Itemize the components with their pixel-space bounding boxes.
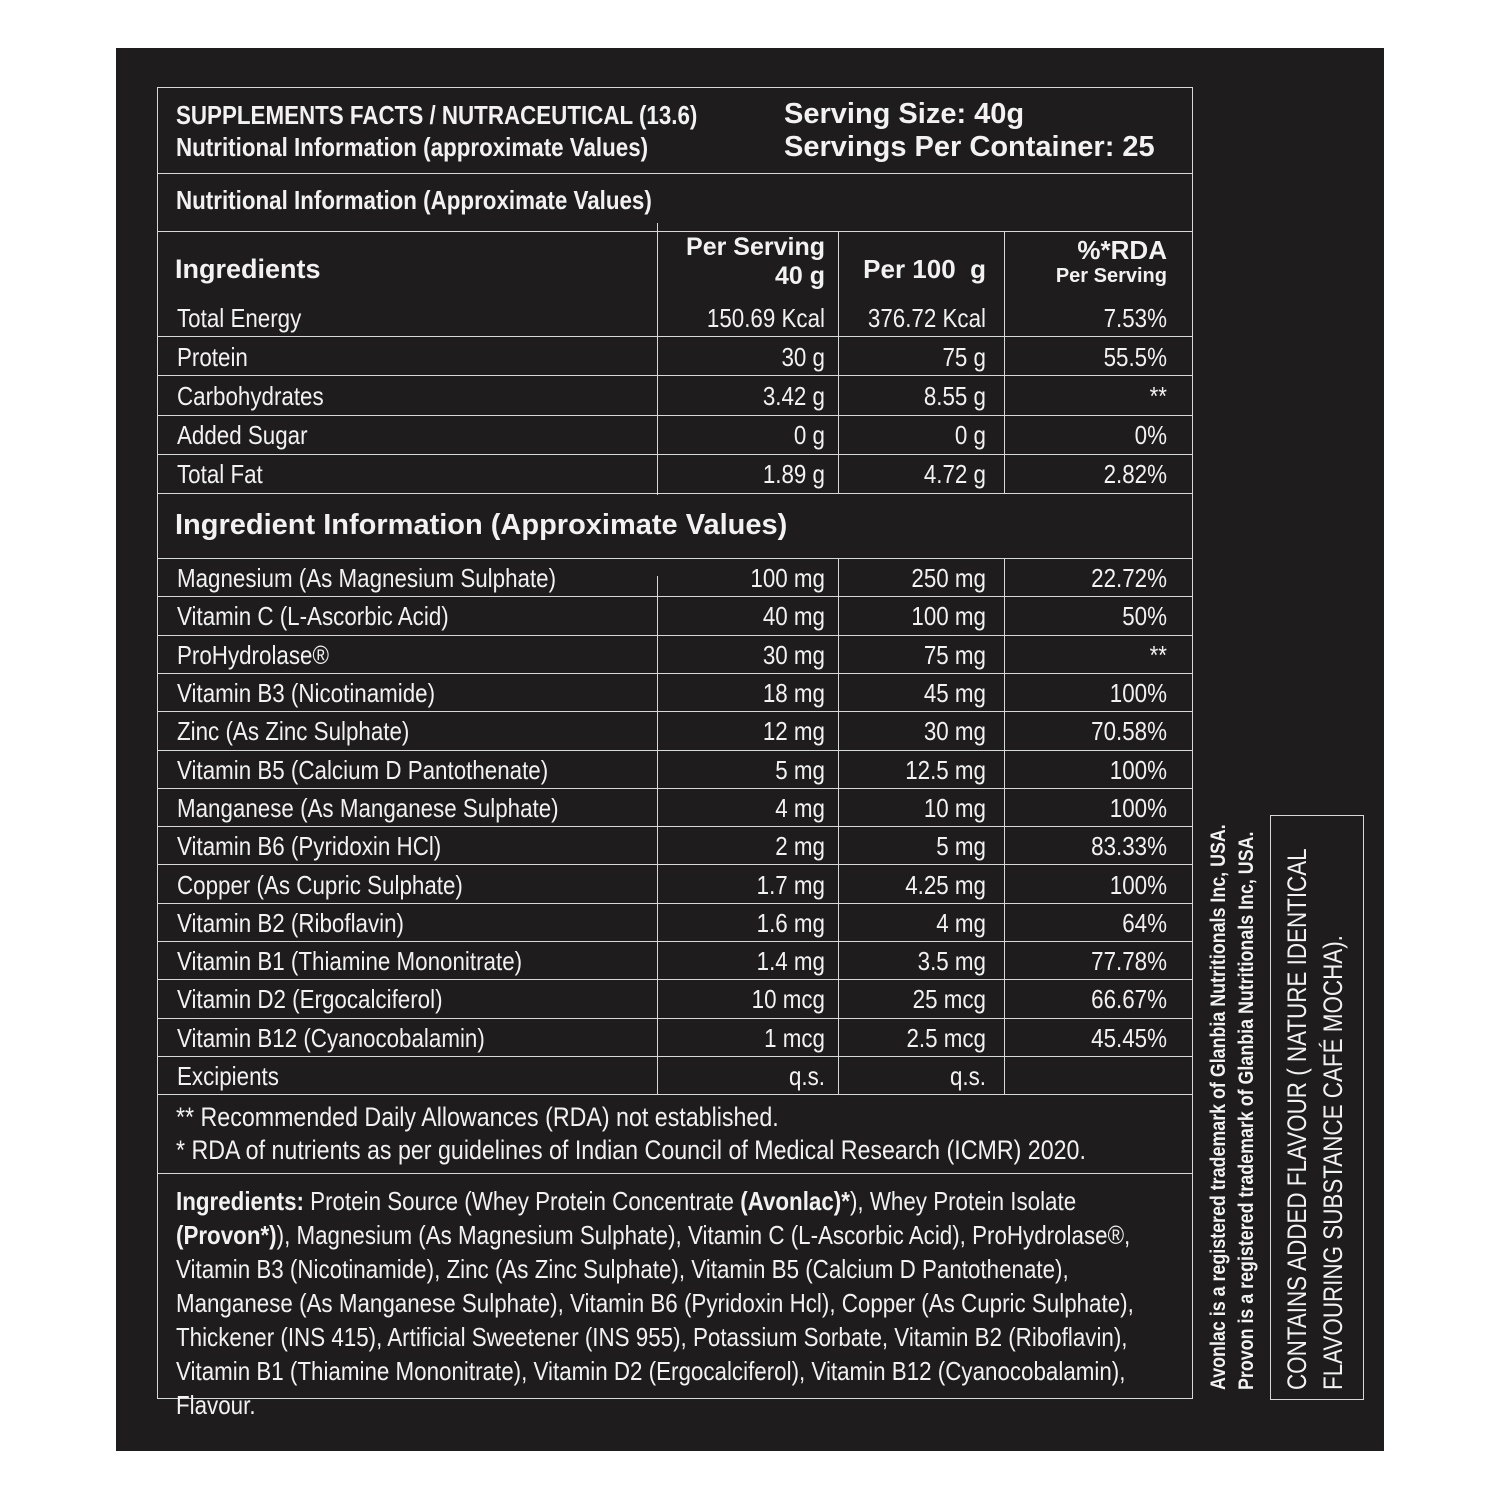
divider <box>157 231 1193 232</box>
col-header-per-serving <box>660 233 825 291</box>
row-divider <box>157 454 1193 455</box>
row-rda: 100% <box>1109 869 1167 900</box>
divider <box>157 173 1193 174</box>
row-per-serving: 18 mg <box>762 678 825 709</box>
serving-size: Serving Size: 40g <box>784 98 1025 130</box>
row-name: Vitamin B5 (Calcium D Pantothenate) <box>177 754 549 785</box>
col-header-rda-line1: %*RDA <box>1077 235 1167 265</box>
row-per-100g: 4.25 mg <box>905 869 986 900</box>
ingredients-text: Protein Source (Whey Protein Concentrate <box>303 1186 741 1216</box>
row-per-serving: 3.42 g <box>762 381 825 411</box>
row-rda: 0% <box>1134 420 1167 451</box>
row-per-100g: 3.5 mg <box>917 946 986 977</box>
row-divider <box>157 673 1193 674</box>
row-per-serving: 1.6 mg <box>756 907 825 938</box>
footnote-rda-not-established: ** Recommended Daily Allowances (RDA) not established. <box>176 1102 779 1132</box>
trademark-avonlac: Avonlac is a registered trademark of Glanbia Nutritionals Inc, USA. <box>1207 824 1230 1390</box>
row-per-serving: 2 mg <box>775 831 825 862</box>
row-per-serving: 0 g <box>793 420 825 451</box>
row-rda: 64% <box>1122 907 1167 938</box>
column-divider <box>1004 558 1005 1094</box>
ingredients-text: ), Magnesium (As Magnesium Sulphate), Vitamin C (L-Ascorbic Acid), ProHydrolase®, Vitamin B3 (Nicotinamide), Zinc (As Zinc Sulphate), Vitamin B5 (Calcium D Pantothenate), Manganese (As Manganese Sulphate), Vitamin B6 (Pyridoxin Hcl), Copper (As Cupric Sulphate), Thickener (INS 415), Artificial Sweetener (INS 955), Potassium Sorbate, Vitamin B2 (Riboflavin), Vitamin B1 (Thiamine Mononitrate), Vitamin D2 (Ergocalciferol), Vitamin B12 (Cyanocobalamin), Flavour. <box>176 1220 1134 1420</box>
column-divider <box>1004 231 1005 493</box>
row-per-100g: 45 mg <box>923 678 986 709</box>
flavour-notice-line2: FLAVOURING SUBSTANCE CAFÉ MOCHA). <box>1318 935 1348 1390</box>
divider <box>157 493 1193 494</box>
row-rda: 66.67% <box>1091 984 1167 1015</box>
row-name: Total Energy <box>177 302 302 333</box>
row-per-100g: 10 mg <box>923 792 986 823</box>
row-name: Vitamin B3 (Nicotinamide) <box>177 678 436 709</box>
row-per-100g: 12.5 mg <box>905 754 986 785</box>
col-header-rda <box>1010 236 1167 288</box>
nutrition-section-title: Nutritional Information (Approximate Values) <box>176 185 652 215</box>
row-rda: ** <box>1149 381 1167 411</box>
row-name: Manganese (As Manganese Sulphate) <box>177 792 559 823</box>
row-divider <box>157 336 1193 337</box>
row-name: Magnesium (As Magnesium Sulphate) <box>177 563 557 594</box>
row-per-100g: 30 mg <box>923 716 986 747</box>
row-per-serving: 1 mcg <box>764 1022 825 1053</box>
row-per-100g: 8.55 g <box>923 381 986 411</box>
row-divider <box>157 635 1193 636</box>
row-per-serving: 4 mg <box>775 792 825 823</box>
row-per-100g: 4.72 g <box>923 459 986 490</box>
row-name: Total Fat <box>177 459 263 490</box>
row-per-100g: q.s. <box>949 1061 986 1092</box>
row-rda: ** <box>1149 639 1167 670</box>
col-header-rda-line2: Per Serving <box>1055 265 1167 287</box>
row-name: Zinc (As Zinc Sulphate) <box>177 716 410 747</box>
row-divider <box>157 979 1193 980</box>
row-per-100g: 0 g <box>954 420 986 451</box>
row-rda: 2.82% <box>1103 459 1167 490</box>
row-rda: 77.78% <box>1091 946 1167 977</box>
header-title: SUPPLEMENTS FACTS / NUTRACEUTICAL (13.6) <box>176 100 698 130</box>
row-name: Added Sugar <box>177 420 308 451</box>
row-per-100g: 75 mg <box>923 639 986 670</box>
row-rda: 100% <box>1109 678 1167 709</box>
row-per-serving: 1.89 g <box>762 459 825 490</box>
ingredients-text: ), Whey Protein Isolate <box>849 1186 1077 1216</box>
divider <box>157 1173 1193 1174</box>
row-rda: 7.53% <box>1103 302 1167 333</box>
row-per-100g: 250 mg <box>911 563 986 594</box>
row-per-100g: 4 mg <box>936 907 986 938</box>
row-divider <box>157 711 1193 712</box>
row-name: Vitamin D2 (Ergocalciferol) <box>177 984 443 1015</box>
row-name: Vitamin B6 (Pyridoxin HCl) <box>177 831 442 862</box>
divider <box>157 558 1193 559</box>
row-name: Protein <box>177 341 248 372</box>
header-subtitle: Nutritional Information (approximate Values) <box>176 132 649 162</box>
row-per-serving: 1.7 mg <box>756 869 825 900</box>
col-header-per-100g: Per 100 g <box>863 254 986 284</box>
column-divider <box>838 231 839 493</box>
row-per-serving: q.s. <box>788 1061 825 1092</box>
row-per-serving: 100 mg <box>750 563 825 594</box>
row-per-100g: 2.5 mcg <box>906 1022 986 1053</box>
ingredients-label: Ingredients: <box>176 1186 304 1216</box>
footnote-icmr: * RDA of nutrients as per guidelines of Indian Council of Medical Research (ICMR) 2020. <box>176 1135 1086 1165</box>
row-divider <box>157 415 1193 416</box>
row-per-serving: 10 mcg <box>751 984 825 1015</box>
flavour-notice-line1: CONTAINS ADDED FLAVOUR ( NATURE IDENTICAL <box>1282 848 1312 1390</box>
row-divider <box>157 596 1193 597</box>
row-per-100g: 100 mg <box>911 601 986 632</box>
row-per-serving: 40 mg <box>762 601 825 632</box>
row-name: Vitamin B12 (Cyanocobalamin) <box>177 1022 485 1053</box>
row-rda: 70.58% <box>1091 716 1167 747</box>
row-name: Vitamin B1 (Thiamine Mononitrate) <box>177 946 523 977</box>
row-divider <box>157 826 1193 827</box>
row-divider <box>157 1056 1193 1057</box>
row-rda: 22.72% <box>1091 563 1167 594</box>
row-rda: 83.33% <box>1091 831 1167 862</box>
row-rda: 100% <box>1109 792 1167 823</box>
row-name: Excipients <box>177 1061 279 1092</box>
row-name: ProHydrolase® <box>177 639 329 670</box>
row-per-serving: 12 mg <box>762 716 825 747</box>
row-per-100g: 5 mg <box>936 831 986 862</box>
row-per-100g: 376.72 Kcal <box>867 302 986 333</box>
ingredient-section-title: Ingredient Information (Approximate Values) <box>175 509 788 541</box>
row-divider <box>157 375 1193 376</box>
column-divider <box>838 558 839 1094</box>
row-name: Vitamin B2 (Riboflavin) <box>177 907 405 938</box>
row-divider <box>157 941 1193 942</box>
servings-per-container: Servings Per Container: 25 <box>784 131 1155 163</box>
row-per-serving: 5 mg <box>775 754 825 785</box>
col-header-per-serving-line1: Per Serving <box>686 233 825 261</box>
row-divider <box>157 864 1193 865</box>
row-per-serving: 30 mg <box>762 639 825 670</box>
row-per-100g: 25 mcg <box>912 984 986 1015</box>
avonlac-mark: (Avonlac)* <box>740 1186 850 1216</box>
row-per-serving: 1.4 mg <box>756 946 825 977</box>
col-header-per-serving-line2: 40 g <box>774 262 825 290</box>
column-divider <box>657 223 658 495</box>
column-divider <box>657 576 658 1094</box>
row-rda: 45.45% <box>1091 1022 1167 1053</box>
row-rda: 55.5% <box>1103 341 1167 372</box>
row-rda: 50% <box>1122 601 1167 632</box>
row-per-serving: 150.69 Kcal <box>706 302 825 333</box>
row-divider <box>157 1018 1193 1019</box>
row-per-serving: 30 g <box>781 341 825 372</box>
divider <box>157 1094 1193 1095</box>
row-name: Copper (As Cupric Sulphate) <box>177 869 463 900</box>
col-header-ingredients: Ingredients <box>175 254 321 284</box>
ingredients-paragraph <box>176 1184 1174 1422</box>
trademark-provon: Provon is a registered trademark of Glanbia Nutritionals Inc, USA. <box>1235 831 1258 1390</box>
provon-mark: (Provon*) <box>176 1220 277 1250</box>
row-name: Vitamin C (L-Ascorbic Acid) <box>177 601 449 632</box>
row-rda: 100% <box>1109 754 1167 785</box>
row-divider <box>157 903 1193 904</box>
row-divider <box>157 788 1193 789</box>
row-divider <box>157 750 1193 751</box>
row-name: Carbohydrates <box>177 381 324 411</box>
row-per-100g: 75 g <box>942 341 986 372</box>
